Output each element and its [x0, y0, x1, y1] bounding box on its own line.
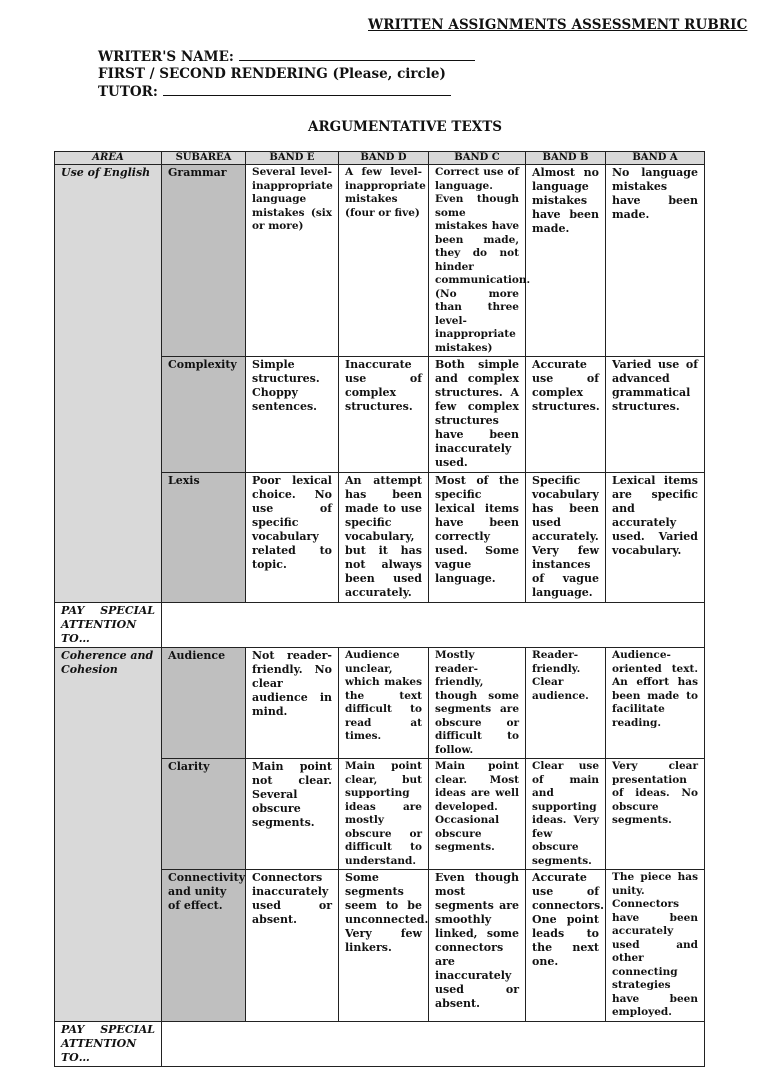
band-a-cell: The piece has unity. Connectors have been accurately used and other connecting strategies have been employed.	[606, 870, 705, 1022]
band-a-cell: Varied use of advanced grammatical structures.	[606, 357, 705, 473]
band-e-cell: Connectors inaccurately used or absent.	[246, 870, 339, 1022]
band-a-cell: Very clear presentation of ideas. No obscure segments.	[606, 759, 705, 870]
col-header-subarea: SUBAREA	[162, 152, 246, 165]
band-b-cell: Reader-friendly. Clear audience.	[526, 648, 606, 759]
subarea-label: Lexis	[162, 473, 246, 603]
col-header-band-e: BAND E	[246, 152, 339, 165]
attention-notes-cell[interactable]	[162, 1021, 705, 1066]
tutor-line[interactable]	[163, 84, 451, 96]
band-e-cell: Several level-inappropriate language mistakes (six or more)	[246, 165, 339, 357]
band-d-cell: An attempt has been made to use specific vocabulary, but it has not always been used accurately.	[339, 473, 429, 603]
band-c-cell: Main point clear. Most ideas are well developed. Occasional obscure segments.	[429, 759, 526, 870]
band-c-cell: Even though most segments are smoothly linked, some connectors are inaccurately used or absent.	[429, 870, 526, 1022]
band-b-cell: Specific vocabulary has been used accurately. Very few instances of vague language.	[526, 473, 606, 603]
band-c-cell: Correct use of language. Even though some mistakes have been made, they do not hinder communication. (No more than three level-inappropriate mistakes)	[429, 165, 526, 357]
band-e-cell: Not reader-friendly. No clear audience in mind.	[246, 648, 339, 759]
col-header-band-c: BAND C	[429, 152, 526, 165]
rubric-table	[54, 151, 705, 1067]
table-row	[55, 648, 705, 759]
col-header-band-d: BAND D	[339, 152, 429, 165]
subarea-label: Audience	[162, 648, 246, 759]
tutor-field[interactable]	[98, 84, 451, 100]
band-a-cell: Audience-oriented text. An effort has been made to facilitate reading.	[606, 648, 705, 759]
header-row	[55, 152, 705, 165]
band-d-cell: A few level-inappropriate mistakes (four or five)	[339, 165, 429, 357]
col-header-band-b: BAND B	[526, 152, 606, 165]
attention-notes-cell[interactable]	[162, 603, 705, 648]
band-d-cell: Inaccurate use of complex structures.	[339, 357, 429, 473]
attention-row	[55, 1021, 705, 1066]
band-c-cell: Mostly reader-friendly, though some segments are obscure or difficult to follow.	[429, 648, 526, 759]
doc-title: WRITTEN ASSIGNMENTS ASSESSMENT RUBRIC	[368, 17, 748, 33]
area-label: Use of English	[55, 165, 162, 603]
table-row	[55, 165, 705, 357]
band-b-cell: Accurate use of connectors. One point leads to the next one.	[526, 870, 606, 1022]
band-d-cell: Audience unclear, which makes the text difficult to read at times.	[339, 648, 429, 759]
band-b-cell: Almost no language mistakes have been made.	[526, 165, 606, 357]
band-b-cell: Accurate use of complex structures.	[526, 357, 606, 473]
subarea-label: Grammar	[162, 165, 246, 357]
band-e-cell: Main point not clear. Several obscure segments.	[246, 759, 339, 870]
attention-label: PAY SPECIAL ATTENTION TO…	[55, 603, 162, 648]
band-a-cell: Lexical items are specific and accurately used. Varied vocabulary.	[606, 473, 705, 603]
rendering-field	[98, 66, 446, 82]
subarea-label: Connectivity and unity of effect.	[162, 870, 246, 1022]
attention-row	[55, 603, 705, 648]
band-c-cell: Both simple and complex structures. A few complex structures have been inaccurately used.	[429, 357, 526, 473]
attention-label: PAY SPECIAL ATTENTION TO…	[55, 1021, 162, 1066]
area-label: Coherence and Cohesion	[55, 648, 162, 1022]
subarea-label: Complexity	[162, 357, 246, 473]
band-b-cell: Clear use of main and supporting ideas. Very few obscure segments.	[526, 759, 606, 870]
subarea-label: Clarity	[162, 759, 246, 870]
tutor-label: TUTOR:	[98, 84, 158, 100]
band-e-cell: Simple structures. Choppy sentences.	[246, 357, 339, 473]
col-header-area: AREA	[55, 152, 162, 165]
col-header-band-a: BAND A	[606, 152, 705, 165]
writer-name-line[interactable]	[239, 49, 475, 61]
section-title: ARGUMENTATIVE TEXTS	[307, 119, 503, 135]
writer-name-label: WRITER'S NAME:	[98, 49, 234, 65]
rendering-label: FIRST / SECOND RENDERING (Please, circle)	[98, 66, 446, 82]
band-d-cell: Some segments seem to be unconnected. Very few linkers.	[339, 870, 429, 1022]
writer-name-field[interactable]	[98, 49, 475, 65]
band-c-cell: Most of the specific lexical items have been correctly used. Some vague language.	[429, 473, 526, 603]
band-e-cell: Poor lexical choice. No use of specific vocabulary related to topic.	[246, 473, 339, 603]
band-a-cell: No language mistakes have been made.	[606, 165, 705, 357]
band-d-cell: Main point clear, but supporting ideas are mostly obscure or difficult to understand.	[339, 759, 429, 870]
